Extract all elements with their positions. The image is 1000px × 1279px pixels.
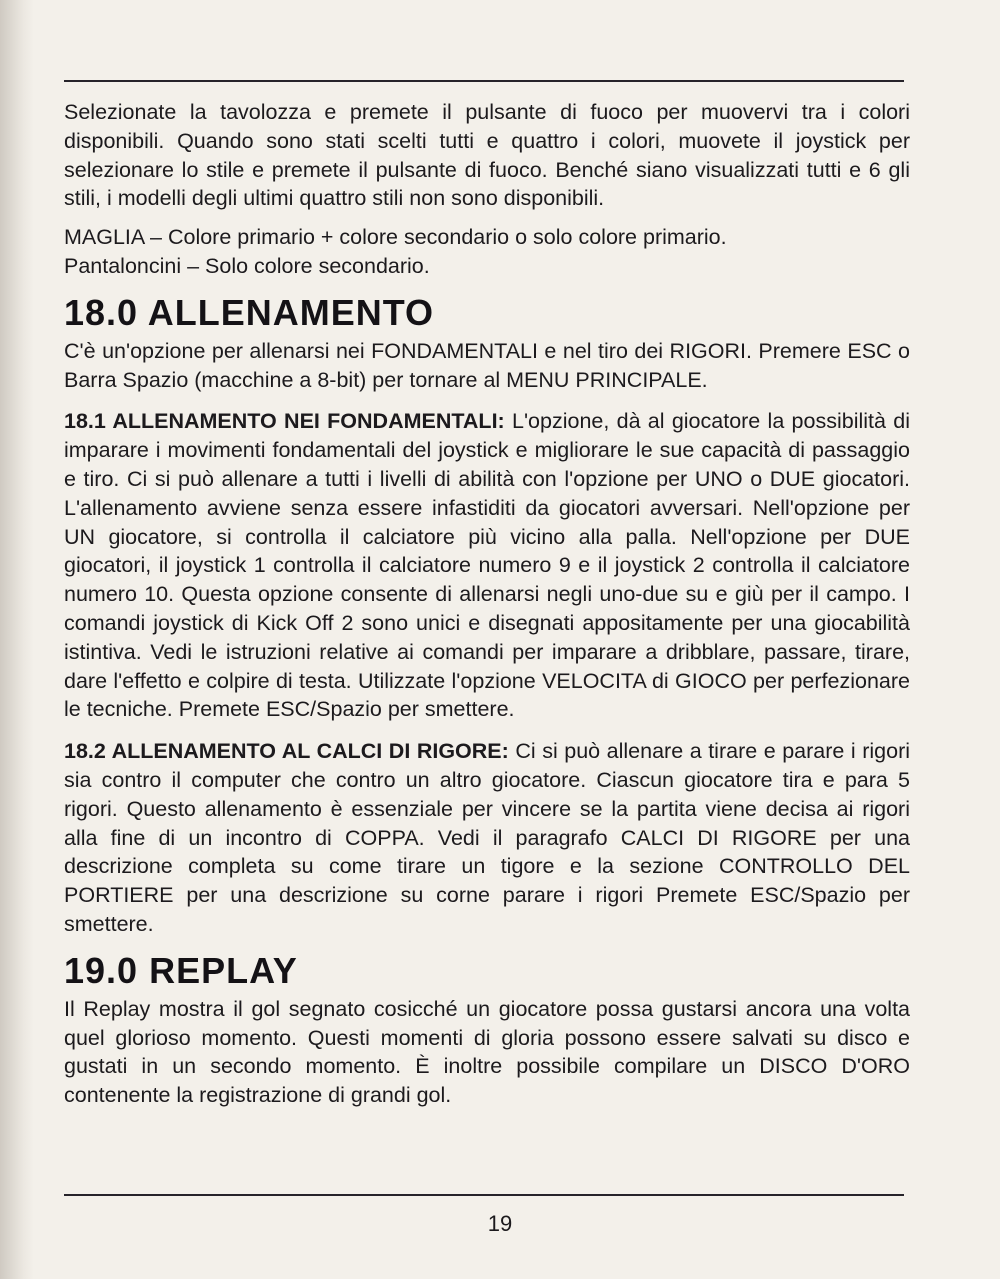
subsection-fondamentali bbox=[64, 407, 910, 724]
top-divider bbox=[64, 80, 904, 82]
subsection-rigori bbox=[64, 737, 910, 939]
intro-paragraph: Selezionate la tavolozza e premete il pulsante di fuoco per muovervi tra i colori disponibili. Quando sono stati scelti tutti e quattro i colori, muovete il joystick per selezionare lo stile e premete il pulsante di fuoco. Benché siano visualizzati tutti e 6 gli stili, i modelli degli ultimi quattro stili non sono disponibili. bbox=[64, 100, 910, 211]
page-binding-shadow bbox=[0, 0, 34, 1279]
section-heading-allenamento: 18.0 ALLENAMENTO bbox=[64, 291, 435, 333]
pantaloncini-line: Pantaloncini – Solo colore secondario. bbox=[64, 253, 430, 278]
section-heading-replay: 19.0 REPLAY bbox=[64, 949, 298, 991]
subsection-text-rigori: Ci si può allenare a tirare e parare i rigori sia contro il computer che contro un altro giocatore. Ciascun giocatore tira e para 5 rigori. Questo allenamento è essenziale per vincere se la partita viene decisa ai rigori alla fine di un incontro di COPPA. Vedi il paragrafo CALCI DI RIGORE per una descrizione completa su come tirare un tigore e la sezione CONTROLLO DEL PORTIERE per una descrizione su corne parare i rigori Premete ESC/Spazio per smettere. bbox=[64, 739, 911, 936]
allenamento-intro: C'è un'opzione per allenarsi nei FONDAMENTALI e nel tiro dei RIGORI. Premere ESC o Barra Spazio (macchine a 8-bit) per tornare al MENU PRINCIPALE. bbox=[64, 338, 910, 392]
page-content bbox=[64, 98, 910, 1110]
bottom-divider bbox=[64, 1194, 904, 1196]
subsection-title-fondamentali: 18.1 ALLENAMENTO NEI FONDAMENTALI: bbox=[64, 409, 505, 434]
subsection-title-rigori: 18.2 ALLENAMENTO AL CALCI DI RIGORE: bbox=[64, 739, 509, 764]
replay-paragraph: Il Replay mostra il gol segnato cosicché un giocatore possa gustarsi ancora una volta quel glorioso momento. Questi momenti di gloria possono essere salvati su disco e gustati in un secondo momento. È inoltre possibile compilare un DISCO D'ORO contenente la registrazione di grandi gol. bbox=[64, 996, 910, 1108]
subsection-text-fondamentali: L'opzione, dà al giocatore la possibilità di imparare i movimenti fondamentali del joystick e migliorare le sue capacità di passaggio e tiro. Ci si può allenare a tutti i livelli di abilità con l'opzione per UNO o DUE giocatori. L'allenamento avviene senza essere infastiditi da giocatori avversari. Nell'opzione per UN giocatore, si controlla il calciatore più vicino alla palla. Nell'opzione per DUE giocatori, il joystick 1 controlla il calciatore numero 9 e il joystick 2 controlla il calciatore numero 10. Questa opzione consente di allenarsi negli uno-due su e giù per il campo. I comandi joystick di Kick Off 2 sono unici e disegnati appositamente per una giocabilità istintiva. Vedi le istruzioni relative ai comandi per imparare a dribblare, passare, tirare, dare l'effetto e colpire di testa. Utilizzate l'opzione VELOCITA di GIOCO per perfezionare le tecniche. Premete ESC/Spazio per smettere. bbox=[64, 409, 910, 722]
maglia-line: MAGLIA – Colore primario + colore secondario o solo colore primario. bbox=[64, 225, 727, 250]
page-number: 19 bbox=[487, 1211, 513, 1236]
